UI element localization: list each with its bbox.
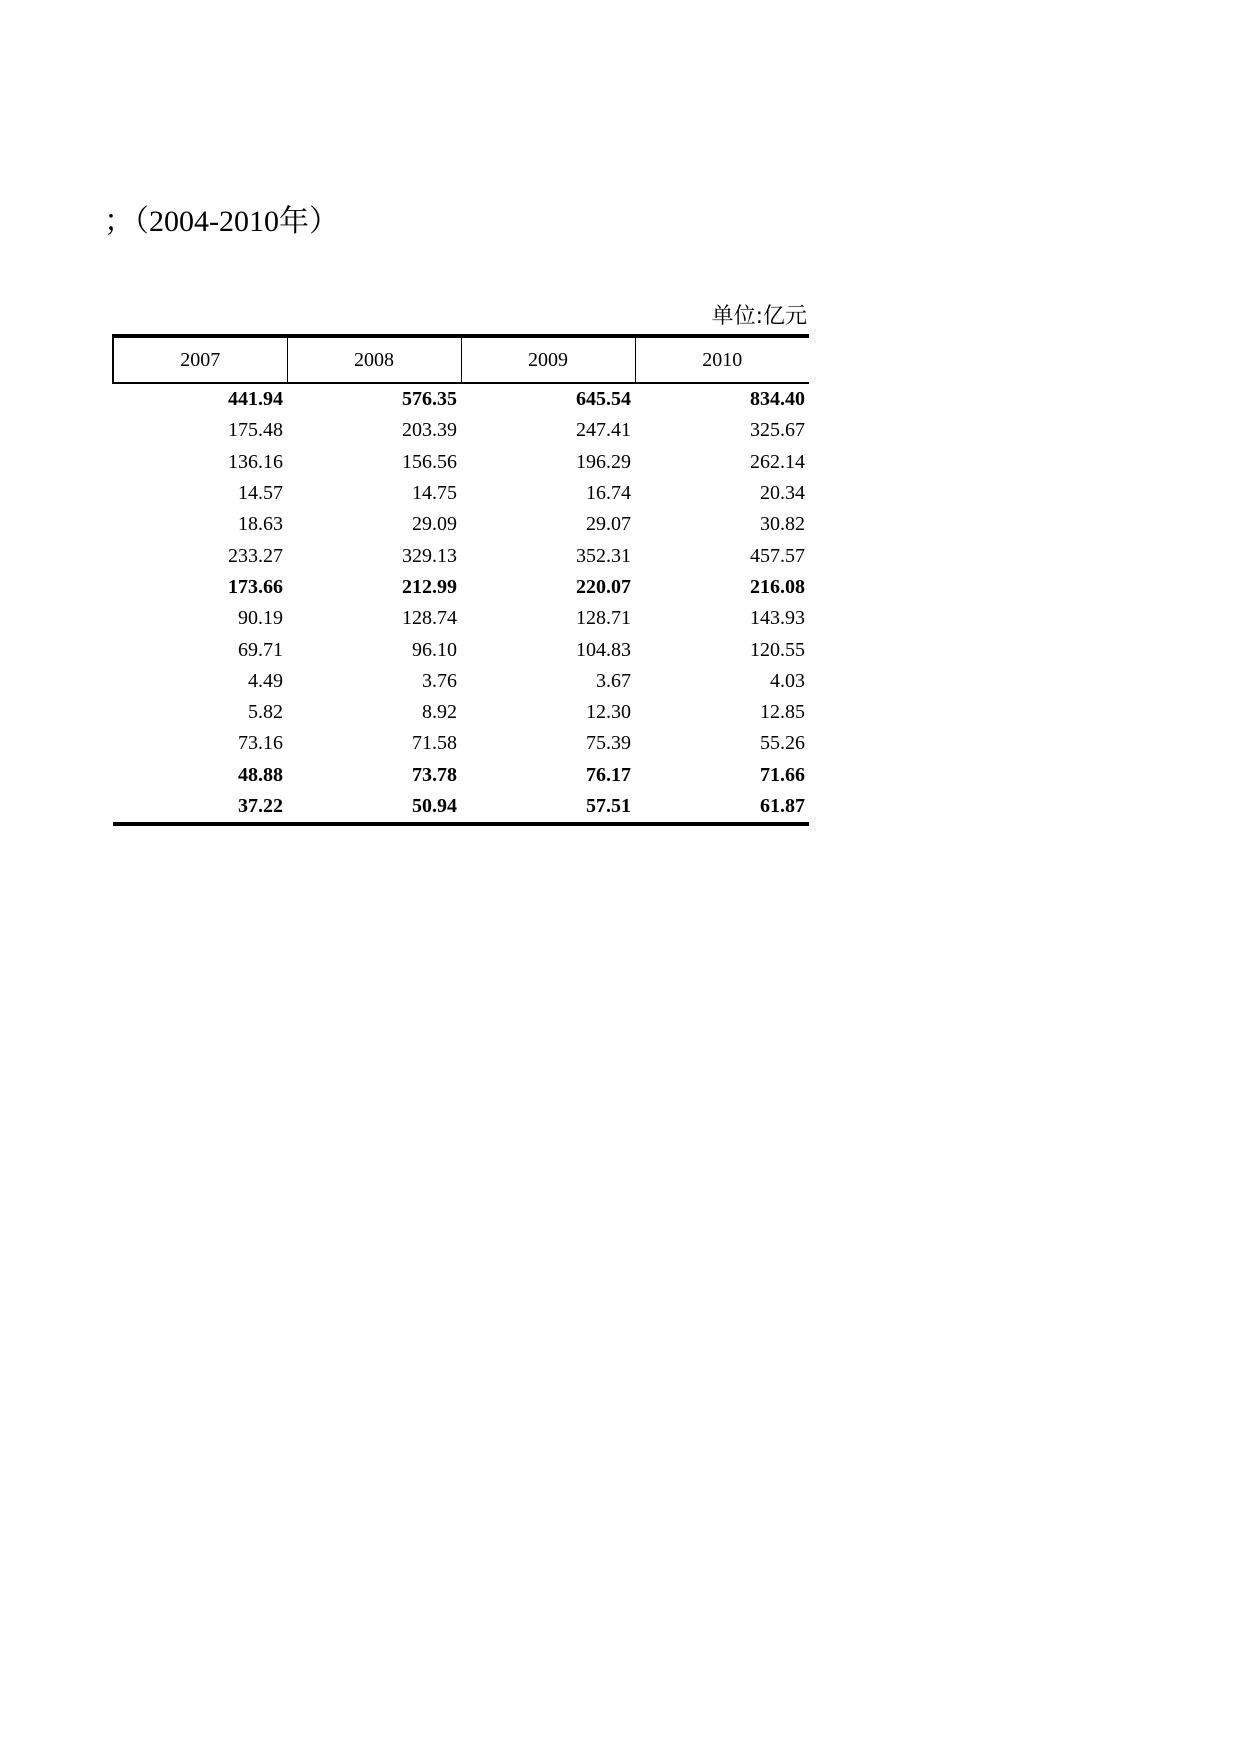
table-body	[113, 383, 809, 824]
table-cell-2009: 128.71	[576, 607, 631, 630]
table-cell-2010: 457.57	[750, 544, 805, 567]
table-cell-2007: 4.49	[248, 669, 283, 692]
page-title: ；（2004-2010年）	[104, 205, 339, 238]
table-cell-2007: 233.27	[228, 544, 283, 567]
table-cell-2007: 5.82	[248, 701, 283, 724]
table-cell-2009: 29.07	[586, 513, 631, 536]
table-cell-2007: 14.57	[238, 482, 283, 505]
table-row	[113, 760, 809, 791]
table-cell-2010: 20.34	[760, 482, 805, 505]
table-cell-2009: 196.29	[576, 450, 631, 473]
table-cell-2009: 76.17	[586, 763, 631, 786]
table-cell-2010: 262.14	[750, 450, 805, 473]
table-cell-2010: 12.85	[760, 701, 805, 724]
table-cell-2007: 37.22	[113, 791, 287, 824]
table-cell-2008: 71.58	[412, 732, 457, 755]
table-cell-2007: 173.66	[228, 575, 283, 598]
table-cell-2008: 29.09	[412, 513, 457, 536]
table-cell-2008: 3.76	[422, 669, 457, 692]
table-cell-2010: 120.55	[750, 638, 805, 661]
table-cell-2008: 128.74	[402, 607, 457, 630]
table-cell-2007: 18.63	[238, 513, 283, 536]
table-cell-2009: 3.67	[596, 669, 631, 692]
table-cell-2007: 69.71	[238, 638, 283, 661]
table-cell-2010: 143.93	[750, 607, 805, 630]
table-row	[113, 666, 809, 697]
table-row	[113, 697, 809, 728]
table-cell-2009: 57.51	[461, 791, 635, 824]
table-cell-2008: 329.13	[402, 544, 457, 567]
table-cell-2008: 96.10	[412, 638, 457, 661]
table-cell-2010: 30.82	[760, 513, 805, 536]
table-cell-2009: 104.83	[576, 638, 631, 661]
table-row	[113, 509, 809, 540]
table-row	[113, 572, 809, 603]
table-cell-2010: 216.08	[750, 575, 805, 598]
column-header-2010: 2010	[635, 336, 809, 383]
table-cell-2009: 12.30	[586, 701, 631, 724]
table-cell-2007: 136.16	[228, 450, 283, 473]
column-header-2008: 2008	[287, 336, 461, 383]
table-cell-2008: 8.92	[422, 701, 457, 724]
table-cell-2010: 71.66	[760, 763, 805, 786]
table-row	[113, 791, 809, 824]
table-cell-2010: 834.40	[750, 388, 805, 411]
unit-label: 单位:亿元	[711, 304, 807, 329]
table-cell-2008: 576.35	[402, 388, 457, 411]
table-cell-2007: 175.48	[228, 419, 283, 442]
table-row	[113, 478, 809, 509]
table-cell-2008: 50.94	[287, 791, 461, 824]
table-cell-2007: 48.88	[238, 763, 283, 786]
table-cell-2009: 220.07	[576, 575, 631, 598]
table-row	[113, 415, 809, 446]
table-cell-2008: 156.56	[402, 450, 457, 473]
data-table	[112, 334, 809, 826]
table-row	[113, 634, 809, 665]
table-row	[113, 447, 809, 478]
table-cell-2007: 73.16	[238, 732, 283, 755]
table-cell-2008: 73.78	[412, 763, 457, 786]
table-cell-2008: 212.99	[402, 575, 457, 598]
table-cell-2009: 645.54	[576, 388, 631, 411]
table-cell-2010: 325.67	[750, 419, 805, 442]
table-cell-2010: 55.26	[760, 732, 805, 755]
table-cell-2009: 16.74	[586, 482, 631, 505]
header-row	[113, 336, 809, 383]
table-cell-2009: 352.31	[576, 544, 631, 567]
table-cell-2007: 441.94	[228, 388, 283, 411]
table-cell-2009: 247.41	[576, 419, 631, 442]
table-cell-2010: 4.03	[770, 669, 805, 692]
table-cell-2010: 61.87	[635, 791, 809, 824]
table-cell-2009: 75.39	[586, 732, 631, 755]
table-row	[113, 728, 809, 759]
table-cell-2007: 90.19	[238, 607, 283, 630]
table-row	[113, 540, 809, 571]
table-row	[113, 603, 809, 634]
table-cell-2008: 14.75	[412, 482, 457, 505]
table-cell-2008: 203.39	[402, 419, 457, 442]
column-header-2007: 2007	[113, 336, 287, 383]
column-header-2009: 2009	[461, 336, 635, 383]
table-row	[113, 383, 809, 415]
